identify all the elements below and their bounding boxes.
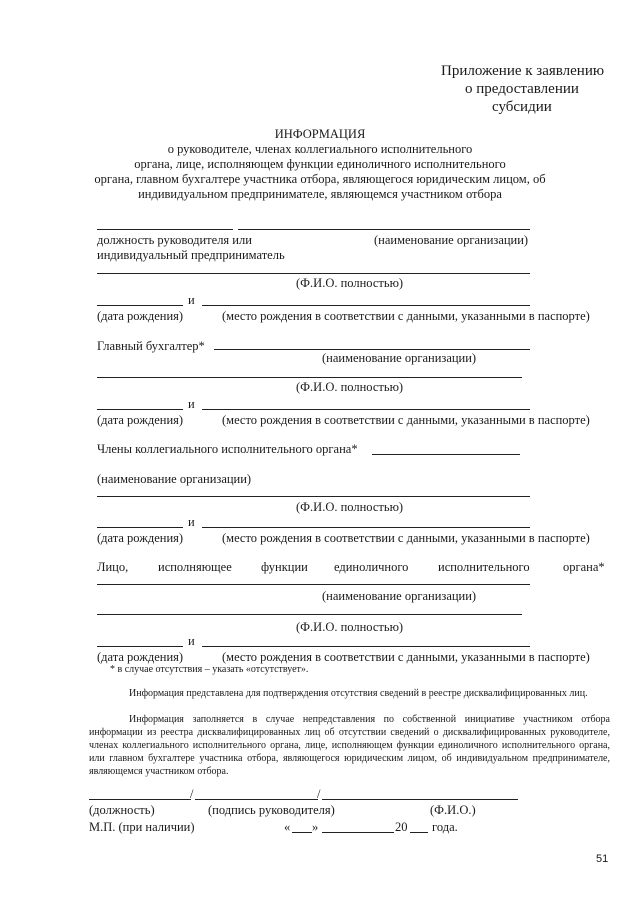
head-birth-date-field[interactable]: [97, 305, 183, 306]
stamp-label: М.П. (при наличии): [89, 820, 195, 834]
sole-body-word-3: функции: [261, 560, 308, 574]
birth-date-label: (дата рождения): [97, 413, 184, 427]
signature-position-label: (должность): [89, 803, 155, 817]
sole-birth-date-field[interactable]: [97, 646, 183, 647]
year-prefix: 20: [395, 820, 408, 834]
fio-label: (Ф.И.О. полностью): [296, 500, 404, 514]
org-name-label: (наименование организации): [97, 472, 252, 486]
and-text: и: [188, 397, 195, 411]
sole-body-word-2: исполняющее: [158, 560, 232, 574]
org-name-label: (наименование организации): [374, 233, 529, 247]
slash-2: /: [317, 787, 321, 801]
signature-label: (подпись руководителя): [208, 803, 335, 817]
position-label-2: индивидуальный предприниматель: [97, 248, 285, 262]
date-month-field[interactable]: [322, 832, 394, 833]
note-paragraph-1: Информация представлена для подтверждения отсутствия сведений в реестре дисквалифицированных лиц.: [129, 688, 588, 699]
fio-label: (Ф.И.О. полностью): [296, 380, 404, 394]
title-line-3: органа, главном бухгалтере участника отбора, являющегося юридическим лицом, об: [94, 172, 546, 186]
signature-fio-label: (Ф.И.О.): [430, 803, 476, 817]
chief-birth-date-field[interactable]: [97, 409, 183, 410]
birth-place-label: (место рождения в соответствии с данными, указанными в паспорте): [222, 531, 590, 545]
signature-field[interactable]: [195, 799, 318, 800]
birth-place-label: (место рождения в соответствии с данными, указанными в паспорте): [222, 650, 590, 664]
sole-body-field[interactable]: [97, 584, 530, 585]
and-text: и: [188, 515, 195, 529]
chief-birth-place-field[interactable]: [202, 409, 530, 410]
board-fio-field[interactable]: [97, 496, 530, 497]
board-birth-place-field[interactable]: [202, 527, 530, 528]
footnote: * в случае отсутствия – указать «отсутствует».: [110, 664, 309, 675]
birth-date-label: (дата рождения): [97, 531, 184, 545]
date-year-field[interactable]: [410, 832, 428, 833]
fio-label: (Ф.И.О. полностью): [296, 620, 404, 634]
title-line-1: о руководителе, членах коллегиального исполнительного: [167, 142, 473, 156]
title-line-4: индивидуальном предпринимателе, являющемся участником отбора: [138, 187, 502, 201]
chief-accountant-fio-field[interactable]: [97, 377, 522, 378]
sole-body-fio-field[interactable]: [97, 614, 522, 615]
note-paragraph-2: Информация заполняется в случае непредставления по собственной инициативе участником отбора информации из реестра дисквалифицированных лиц об отсутствии сведений о дисквалифицированных руководителе, членах коллегиального исполнительного органа, лице, исполняющем функции единоличного исполнительного органа, или главном бухгалтере участника отбора, являющегося юридическим лицом, об индивидуальном предпринимателе, являющемся участником отбора.: [89, 714, 610, 777]
birth-place-label: (место рождения в соответствии с данными, указанными в паспорте): [222, 413, 590, 427]
annex-line-1: Приложение к заявлению: [441, 63, 605, 79]
board-members-label: Члены коллегиального исполнительного органа*: [97, 442, 358, 456]
position-field[interactable]: [97, 229, 233, 230]
board-members-field[interactable]: [372, 454, 520, 455]
date-close-quote: »: [312, 820, 319, 834]
page-number: 51: [596, 853, 609, 865]
title-heading: ИНФОРМАЦИЯ: [274, 127, 366, 141]
sole-body-word-6: органа*: [563, 560, 605, 574]
org-name-label: (наименование организации): [322, 351, 477, 365]
title-line-2: органа, лице, исполняющем функции единоличного исполнительного: [134, 157, 506, 171]
head-birth-place-field[interactable]: [202, 305, 530, 306]
birth-date-label: (дата рождения): [97, 650, 184, 664]
position-label: должность руководителя или: [97, 233, 252, 247]
board-birth-date-field[interactable]: [97, 527, 183, 528]
annex-line-3: субсидии: [492, 99, 552, 115]
annex-line-2: о предоставлении: [465, 81, 579, 97]
signature-position-field[interactable]: [89, 799, 191, 800]
sole-body-word-5: исполнительного: [438, 560, 530, 574]
signature-fio-field[interactable]: [322, 799, 518, 800]
and-text: и: [188, 634, 195, 648]
and-text: и: [188, 293, 195, 307]
slash-1: /: [190, 787, 194, 801]
sole-body-word-4: единоличного: [334, 560, 409, 574]
date-day-field[interactable]: [292, 832, 312, 833]
chief-accountant-org-field[interactable]: [214, 349, 530, 350]
birth-place-label: (место рождения в соответствии с данными, указанными в паспорте): [222, 309, 590, 323]
head-fio-label: (Ф.И.О. полностью): [296, 276, 404, 290]
org-name-field[interactable]: [238, 229, 530, 230]
sole-birth-place-field[interactable]: [202, 646, 530, 647]
head-fio-field[interactable]: [97, 273, 530, 274]
year-suffix: года.: [432, 820, 458, 834]
date-open-quote: «: [284, 820, 291, 834]
sole-body-word-1: Лицо,: [97, 560, 129, 574]
org-name-label: (наименование организации): [322, 589, 477, 603]
chief-accountant-label: Главный бухгалтер*: [97, 339, 205, 353]
birth-date-label: (дата рождения): [97, 309, 184, 323]
